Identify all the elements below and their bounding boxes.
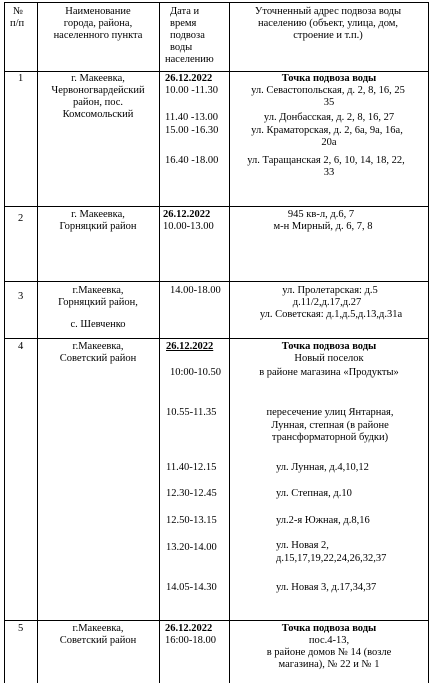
row-address-line: Новый поселок [294,353,364,364]
row-num: 2 [18,213,24,224]
row-heading: Точка подвоза воды [281,623,377,634]
header-time-line: подвоза [170,30,205,41]
row-time: 10.00-13.00 [163,221,214,232]
row-city-line: Горняцкий район [59,221,137,232]
row-time: 11.40 -13.00 [165,112,218,123]
row-time: 16:00-18.00 [165,635,217,646]
row-city-line: г.Макеевка, [72,623,124,634]
row-date: 26.12.2022 [165,623,213,634]
row-address-line: в районе домов № 14 (возле [266,647,392,658]
table-border-header [4,71,429,72]
row-city-line: Советский район [59,635,137,646]
header-city-line: Наименование [65,6,131,17]
row-address-line: магазина), № 22 и № 1 [278,659,380,670]
row-heading: Точка подвоза воды [281,73,377,84]
row-address-line: ул. Пролетарская: д.5 [282,285,378,296]
row-city-line: район, пос. [72,97,124,108]
row-time: 15.00 -16.30 [165,125,219,136]
row-address-line: 945 кв-л, д.6, 7 [287,209,355,220]
row-address-line: ул. Таращанская 2, 6, 10, 14, 18, 22, [247,155,405,166]
row-num: 4 [18,341,24,352]
row-date: 26.12.2022 [166,341,214,352]
row-time: 13.20-14.00 [166,542,217,553]
header-time-line: воды [170,42,193,53]
row-time: 10.55-11.35 [166,407,217,418]
row-address-line: ул. Советская: д.1,д.5,д.13,д.31а [259,309,403,320]
table-border-row2 [4,281,429,282]
table-border-row4 [4,620,429,621]
row-time: 11.40-12.15 [166,462,217,473]
row-address-line: в районе магазина «Продукты» [259,367,399,378]
row-city-line: Горняцкий район, [58,297,138,308]
row-city-line: г.Макеевка, [72,341,124,352]
table-border-col3 [229,2,230,683]
row-address-line: Лунная, степная (в районе [271,420,389,431]
row-address-line: ул. Степная, д.10 [276,488,352,499]
table-border-col2 [159,2,160,683]
row-address-line: ул. Донбасская, д. 2, 8, 16, 27 [263,112,395,123]
row-address-line: ул. Лунная, д.4,10,12 [276,462,369,473]
row-date: 26.12.2022 [165,73,213,84]
row-address-line: ул.2-я Южная, д.8,16 [276,515,370,526]
row-address-line: 35 [323,97,335,108]
table-border-right [428,2,429,683]
header-time-line: Дата и [170,6,200,17]
header-time-line: населению [165,54,214,65]
row-address-line: ул. Краматорская, д. 2, 6а, 9а, 16а, [251,125,403,136]
header-address-line: строение и т.п.) [293,30,363,41]
table-border-left [4,2,5,683]
row-city-line: г. Макеевка, [71,73,125,84]
row-address-line: ул. Новая 3, д.17,34,37 [276,582,377,593]
row-time: 12.30-12.45 [166,488,217,499]
row-address-line: ул. Новая 2, [276,540,329,551]
row-time: 14.00-18.00 [170,285,221,296]
row-time: 10.00 -11.30 [165,85,218,96]
header-city-line: населенного пункта [53,30,143,41]
row-city-line: Комсомольский [62,109,134,120]
row-city-line: г. Макеевка, [71,209,125,220]
row-city-line: Червоногвардейский [51,85,145,96]
row-address-line: пос.4-13, [308,635,350,646]
row-num: 1 [18,73,24,84]
row-city-line: Советский район [59,353,137,364]
header-city-line: города, района, [63,18,133,29]
table-border-top [4,2,429,3]
row-address-line: 33 [323,167,335,178]
row-address-line: м-н Мирный, д. 6, 7, 8 [273,221,373,232]
row-num: 5 [18,623,24,634]
row-time: 10:00-10.50 [170,367,222,378]
row-address-line: пересечение улиц Янтарная, [266,407,394,418]
header-address-line: Уточненный адрес подвоза воды [254,6,402,17]
header-time-line: время [170,18,197,29]
header-address-line: населению (объект, улица, дом, [257,18,399,29]
header-num-line: № [13,6,24,17]
row-date: 26.12.2022 [163,209,211,220]
row-time: 12.50-13.15 [166,515,217,526]
row-num: 3 [18,291,24,302]
row-time: 16.40 -18.00 [165,155,219,166]
header-num-line: п/п [10,18,25,29]
row-address-line: ул. Севастопольская, д. 2, 8, 16, 25 [251,85,405,96]
row-address-line: д.11/2,д.17,д.27 [292,297,362,308]
table-border-col1 [37,2,38,683]
row-time: 14.05-14.30 [166,582,217,593]
row-address-line: трансформаторной будки) [271,432,389,443]
table-border-row1 [4,206,429,207]
row-heading: Точка подвоза воды [281,341,377,352]
row-city-line: с. Шевченко [70,319,126,330]
table-border-row3 [4,338,429,339]
row-address-line: 20а [321,137,337,148]
row-city-line: г.Макеевка, [72,285,124,296]
row-address-line: д.15,17,19,22,24,26,32,37 [276,553,387,564]
